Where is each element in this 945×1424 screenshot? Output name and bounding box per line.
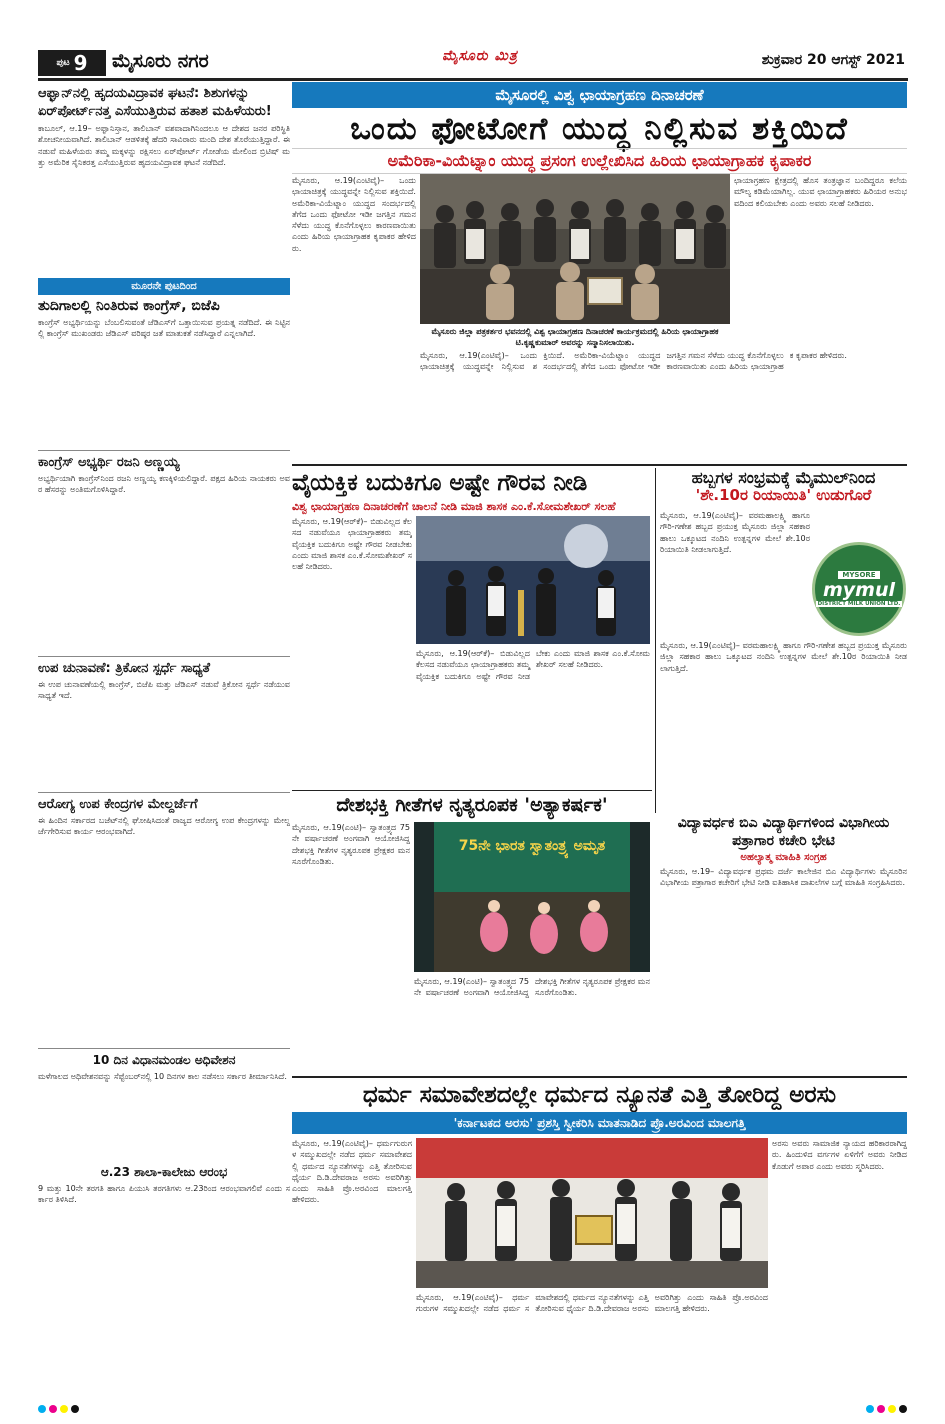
story-c-subhead: 'ಶೇ.10ರ ರಿಯಾಯಿತಿ' ಉಡುಗೊರೆ bbox=[695, 486, 872, 504]
left-column bbox=[38, 82, 290, 1372]
story4-headline: ಉಪ ಚುನಾವಣೆ: ತ್ರಿಕೋನ ಸ್ಪರ್ಧೆ ಸಾಧ್ಯತೆ bbox=[38, 661, 211, 676]
continued-band: ಮೂರನೇ ಪುಟದಿಂದ bbox=[38, 278, 290, 295]
story1-body: ಕಾಬೂಲ್, ಆ.19– ಅಫ್ಘಾನಿಸ್ತಾನ, ತಾಲಿಬಾನ್ ವಶವಾದಾಗಿನಿಂದಲೂ ಆ ದೇಶದ ಜನರ ಪರಿಸ್ಥಿತಿ ಶೋಚನೀಯವಾಗಿದೆ. ತಾಲಿಬಾನ್ ಆಡಳಿತಕ್ಕೆ ಹೆದರಿ ಸಾವಿರಾರು ಮಂದಿ ದೇಶ ತೊರೆಯುತ್ತಿದ್ದಾರೆ. ಈ ನಡುವೆ ಮಹಿಳೆಯರು ತಮ್ಮ ಮಕ್ಕಳನ್ನು ರಕ್ಷಿಸಲು ಏರ್‌ಪೋರ್ಟ್ ಗೋಡೆಯ ಮೇಲಿಂದ ಬ್ರಿಟಿಷ್ ಮತ್ತು ಅಮೆರಿಕ ಸೈನಿಕರತ್ತ ಎಸೆಯುತ್ತಿರುವ ಹೃದಯವಿದ್ರಾವಕ ಘಟನೆ ನಡೆದಿದೆ. bbox=[38, 123, 290, 167]
section-rule bbox=[292, 1076, 907, 1078]
story1-headline: ಆಫ್ಘಾನ್‌ನಲ್ಲಿ ಹೃದಯವಿದ್ರಾವಕ ಘಟನೆ: ಶಿಶುಗಳನ್ನು ಏರ್‌ಪೋರ್ಟ್‌ನತ್ತ ಎಸೆಯುತ್ತಿರುವ ಹತಾಶ ಮಹಿಳೆಯರು! bbox=[38, 86, 272, 119]
photojournalists-group-photo bbox=[420, 174, 730, 324]
yellow-dot bbox=[888, 1405, 896, 1413]
top-rule bbox=[38, 78, 908, 81]
story5-body: ಈ ಹಿಂದಿನ ಸರ್ಕಾರದ ಬಜೆಟ್‌ನಲ್ಲಿ ಘೋಷಿಸಿದಂತೆ ರಾಜ್ಯದ ಆರೋಗ್ಯ ಉಪ ಕೇಂದ್ರಗಳನ್ನು ಮೇಲ್ದರ್ಜೆಗೇರಿಸುವ ಕಾರ್ಯ ಆರಂಭವಾಗಿದೆ. bbox=[38, 815, 290, 837]
story6-body: ಮಳೆಗಾಲದ ಅಧಿವೇಶನವನ್ನು ಸೆಪ್ಟೆಂಬರ್‌ನಲ್ಲಿ 10 ದಿನಗಳ ಕಾಲ ನಡೆಸಲು ಸರ್ಕಾರ ತೀರ್ಮಾನಿಸಿದೆ. bbox=[38, 1071, 287, 1081]
story-b-subhead: ವಿಶ್ವ ಛಾಯಾಗ್ರಹಣ ದಿನಾಚರಣೆಗೆ ಚಾಲನೆ ನೀಡಿ ಮಾಜಿ ಶಾಸಕ ಎಂ.ಕೆ.ಸೋಮಶೇಖರ್ ಸಲಹೆ bbox=[292, 500, 616, 513]
main-headline: ಒಂದು ಫೋಟೋಗೆ ಯುದ್ಧ ನಿಲ್ಲಿಸುವ ಶಕ್ತಿಯಿದೆ bbox=[350, 111, 849, 147]
main-subhead: ಅಮೆರಿಕಾ-ವಿಯೆಟ್ನಾಂ ಯುದ್ಧ ಪ್ರಸಂಗ ಉಲ್ಲೇಖಿಸಿದ ಹಿರಿಯ ಛಾಯಾಗ್ರಾಹಕ ಕೃಪಾಕರ bbox=[292, 148, 907, 174]
lamp-lighting-photo bbox=[416, 516, 650, 644]
story2-headline: ತುದಿಗಾಲಲ್ಲಿ ನಿಂತಿರುವ ಕಾಂಗ್ರೆಸ್, ಬಿಜೆಪಿ bbox=[38, 298, 220, 314]
section-rule bbox=[292, 790, 652, 791]
page-label: ಪುಟ bbox=[56, 58, 70, 68]
kicker-band: ಮೈಸೂರಲ್ಲಿ ವಿಶ್ವ ಛಾಯಾಗ್ರಹಣ ದಿನಾಚರಣೆ bbox=[292, 82, 907, 108]
divider bbox=[38, 450, 290, 451]
story-c-headline: ಹಬ್ಬಗಳ ಸಂಭ್ರಮಕ್ಕೆ ಮೈಮುಲ್‌ನಿಂದ bbox=[691, 468, 876, 487]
registration-dots-right bbox=[866, 1405, 907, 1413]
story-b-headline: ವೈಯಕ್ತಿಕ ಬದುಕಿಗೂ ಅಷ್ಟೇ ಗೌರವ ನೀಡಿ bbox=[292, 470, 588, 496]
yellow-dot bbox=[60, 1405, 68, 1413]
magenta-dot bbox=[877, 1405, 885, 1413]
mymul-logo bbox=[812, 542, 906, 636]
divider bbox=[38, 1048, 290, 1049]
story-d-body: ಮೈಸೂರು, ಆ.19(ಎಂಟಿ)– ಸ್ವಾತಂತ್ರ್ಯದ 75ನೇ ವರ್ಷಾಚರಣೆ ಅಂಗವಾಗಿ ಆಯೋಜಿಸಿದ್ದ ದೇಶಭಕ್ತಿ ಗೀತೆಗಳ ನೃತ್ಯರೂಪಕ ಪ್ರೇಕ್ಷಕರ ಮನಸೂರೆಗೊಂಡಿತು. bbox=[292, 822, 410, 866]
cyan-dot bbox=[866, 1405, 874, 1413]
divider bbox=[38, 792, 290, 793]
divider bbox=[38, 656, 290, 657]
logo-bottom-text: DISTRICT MILK UNION LTD. bbox=[817, 601, 901, 607]
story3-headline: ಕಾಂಗ್ರೆಸ್ ಅಭ್ಯರ್ಥಿ ರಜನಿ ಅಣ್ಣಯ್ಯ bbox=[38, 455, 180, 470]
paper-name: ಮೈಸೂರು ಮಿತ್ರ bbox=[442, 48, 518, 64]
story-f-body-right: ಅರಸು ಅವರು ಸಾಮಾಜಿಕ ನ್ಯಾಯದ ಹರಿಕಾರರಾಗಿದ್ದರು. ಹಿಂದುಳಿದ ವರ್ಗಗಳ ಏಳಿಗೆಗೆ ಅವರು ನೀಡಿದ ಕೊಡುಗೆ ಅಪಾರ ಎಂದು ಅವರು ಸ್ಮರಿಸಿದರು. bbox=[772, 1138, 907, 1171]
masthead bbox=[0, 0, 945, 78]
story-e-body: ಮೈಸೂರು, ಆ.19– ವಿದ್ಯಾವರ್ಧಕ ಪ್ರಥಮ ದರ್ಜೆ ಕಾಲೇಜಿನ ಬಿಎ ವಿದ್ಯಾರ್ಥಿಗಳು ಮೈಸೂರಿನ ವಿಭಾಗೀಯ ಪತ್ರಾಗಾರ ಕಚೇರಿಗೆ ಭೇಟಿ ನೀಡಿ ಐತಿಹಾಸಿಕ ದಾಖಲೆಗಳ ಬಗ್ಗೆ ಮಾಹಿತಿ ಸಂಗ್ರಹಿಸಿದರು. bbox=[660, 866, 907, 888]
black-dot bbox=[899, 1405, 907, 1413]
page-number-box bbox=[38, 50, 106, 76]
main-story-body-left: ಮೈಸೂರು, ಆ.19(ಎಂಟಿವೈ)– ಒಂದು ಛಾಯಾಚಿತ್ರಕ್ಕೆ ಯುದ್ಧವನ್ನೇ ನಿಲ್ಲಿಸುವ ಶಕ್ತಿಯಿದೆ. ಅಮೆರಿಕಾ-ವಿಯೆಟ್ನಾಂ ಯುದ್ಧದ ಸಂದರ್ಭದಲ್ಲಿ ತೆಗೆದ ಒಂದು ಫೋಟೋ ಇಡೀ ಜಗತ್ತಿನ ಗಮನ ಸೆಳೆದು ಯುದ್ಧ ಕೊನೆಗೊಳ್ಳಲು ಕಾರಣವಾಯಿತು ಎಂದು ಹಿರಿಯ ಛಾಯಾಗ್ರಾಹಕ ಕೃಪಾಕರ ಹೇಳಿದರು. bbox=[292, 175, 416, 253]
story6-headline: 10 ದಿನ ವಿಧಾನಮಂಡಲ ಅಧಿವೇಶನ bbox=[92, 1053, 236, 1067]
logo-main-text: mymul bbox=[822, 579, 896, 601]
main-story-body-continued: ಮೈಸೂರು, ಆ.19(ಎಂಟಿವೈ)– ಒಂದು ಛಾಯಾಚಿತ್ರಕ್ಕೆ ಯುದ್ಧವನ್ನೇ ನಿಲ್ಲಿಸುವ ಶಕ್ತಿಯಿದೆ. ಅಮೆರಿಕಾ-ವಿಯೆಟ್ನಾಂ ಯುದ್ಧದ ಸಂದರ್ಭದಲ್ಲಿ ತೆಗೆದ ಒಂದು ಫೋಟೋ ಇಡೀ ಜಗತ್ತಿನ ಗಮನ ಸೆಳೆದು ಯುದ್ಧ ಕೊನೆಗೊಳ್ಳಲು ಕಾರಣವಾಯಿತು ಎಂದು ಹಿರಿಯ ಛಾಯಾಗ್ರಾಹಕ ಕೃಪಾಕರ ಹೇಳಿದರು. bbox=[420, 350, 847, 372]
section-title: ಮೈಸೂರು ನಗರ bbox=[112, 50, 209, 72]
black-dot bbox=[71, 1405, 79, 1413]
cyan-dot bbox=[38, 1405, 46, 1413]
story7-body: 9 ಮತ್ತು 10ನೇ ತರಗತಿ ಹಾಗೂ ಪಿಯುಸಿ ತರಗತಿಗಳು ಆ.23ರಿಂದ ಆರಂಭವಾಗಲಿವೆ ಎಂದು ಸರ್ಕಾರ ತಿಳಿಸಿದೆ. bbox=[38, 1183, 290, 1205]
date-line: ಶುಕ್ರವಾರ 20 ಆಗಸ್ಟ್ 2021 bbox=[761, 52, 905, 68]
award-ceremony-photo bbox=[416, 1138, 768, 1288]
story-f-subhead: 'ಕರ್ನಾಟಕದ ಅರಸು' ಪ್ರಶಸ್ತಿ ಸ್ವೀಕರಿಸಿ ಮಾತನಾಡಿದ ಪ್ರೊ.ಅರವಿಂದ ಮಾಲಗತ್ತಿ bbox=[292, 1112, 907, 1134]
story-d-headline: ದೇಶಭಕ್ತಿ ಗೀತೆಗಳ ನೃತ್ಯರೂಪಕ 'ಅತ್ಯಾಕರ್ಷಕ' bbox=[336, 794, 608, 816]
story3-body: ಅಭ್ಯರ್ಥಿಯಾಗಿ ಕಾಂಗ್ರೆಸ್‌ನಿಂದ ರಜನಿ ಅಣ್ಣಯ್ಯ ಕಣಕ್ಕಿಳಿಯಲಿದ್ದಾರೆ. ಪಕ್ಷದ ಹಿರಿಯ ನಾಯಕರು ಅವರ ಹೆಸರನ್ನು ಅಂತಿಮಗೊಳಿಸಿದ್ದಾರೆ. bbox=[38, 473, 290, 495]
story-e-headline: ವಿದ್ಯಾವರ್ಧಕ ಬಿಎ ವಿದ್ಯಾರ್ಥಿಗಳಿಂದ ವಿಭಾಗೀಯ ಪತ್ರಾಗಾರ ಕಚೇರಿ ಭೇಟಿ bbox=[677, 815, 890, 849]
main-photo-caption: ಮೈಸೂರು ಜಿಲ್ಲಾ ಪತ್ರಕರ್ತರ ಭವನದಲ್ಲಿ ವಿಶ್ವ ಛಾಯಾಗ್ರಹಣ ದಿನಾಚರಣೆ ಕಾರ್ಯಕ್ರಮದಲ್ಲಿ ಹಿರಿಯ ಛಾಯಾಗ್ರಾಹಕ ಟಿ.ಕೃಷ್ಣಕುಮಾರ್ ಅವರನ್ನು ಸನ್ಮಾನಿಸಲಾಯಿತು. bbox=[431, 327, 719, 347]
story-b-body-continued: ಮೈಸೂರು, ಆ.19(ಆರ್‌ಕೆ)– ಬಿಡುವಿಲ್ಲದ ಕೆಲಸದ ನಡುವೆಯೂ ಛಾಯಾಗ್ರಾಹಕರು ತಮ್ಮ ವೈಯಕ್ತಿಕ ಬದುಕಿಗೂ ಅಷ್ಟೇ ಗೌರವ ನೀಡಬೇಕು ಎಂದು ಮಾಜಿ ಶಾಸಕ ಎಂ.ಕೆ.ಸೋಮಶೇಖರ್ ಸಲಹೆ ನೀಡಿದರು. bbox=[416, 648, 650, 681]
story7-headline: ಆ.23 ಶಾಲಾ-ಕಾಲೇಜು ಆರಂಭ bbox=[100, 1165, 228, 1179]
story-c-body-continued: ಮೈಸೂರು, ಆ.19(ಎಂಟಿವೈ)– ವರಮಹಾಲಕ್ಷ್ಮಿ ಹಾಗೂ ಗೌರಿ-ಗಣೇಶ ಹಬ್ಬದ ಪ್ರಯುಕ್ತ ಮೈಸೂರು ಜಿಲ್ಲಾ ಸಹಕಾರ ಹಾಲು ಒಕ್ಕೂಟದ ನಂದಿನಿ ಉತ್ಪನ್ನಗಳ ಮೇಲೆ ಶೇ.10ರ ರಿಯಾಯಿತಿ ನೀಡಲಾಗುತ್ತಿದೆ. bbox=[660, 640, 907, 673]
registration-dots-left bbox=[38, 1405, 79, 1413]
print-registration-bar bbox=[0, 1404, 945, 1414]
main-story-body-right: ಛಾಯಾಗ್ರಹಣ ಕ್ಷೇತ್ರದಲ್ಲಿ ಹೊಸ ತಂತ್ರಜ್ಞಾನ ಬಂದಿದ್ದರೂ ಕಲೆಯ ಮೌಲ್ಯ ಕಡಿಮೆಯಾಗಿಲ್ಲ. ಯುವ ಛಾಯಾಗ್ರಾಹಕರು ಹಿರಿಯರ ಅನುಭವದಿಂದ ಕಲಿಯಬೇಕು ಎಂದು ಅವರು ಸಲಹೆ ನೀಡಿದರು. bbox=[734, 175, 907, 208]
stage-banner-text: 75ನೇ ಭಾರತ ಸ್ವಾತಂತ್ರ್ಯ ಅಮೃತ bbox=[458, 838, 606, 854]
story5-headline: ಆರೋಗ್ಯ ಉಪ ಕೇಂದ್ರಗಳ ಮೇಲ್ದರ್ಜೆಗೆ bbox=[38, 797, 198, 812]
story-b-body: ಮೈಸೂರು, ಆ.19(ಆರ್‌ಕೆ)– ಬಿಡುವಿಲ್ಲದ ಕೆಲಸದ ನಡುವೆಯೂ ಛಾಯಾಗ್ರಾಹಕರು ತಮ್ಮ ವೈಯಕ್ತಿಕ ಬದುಕಿಗೂ ಅಷ್ಟೇ ಗೌರವ ನೀಡಬೇಕು ಎಂದು ಮಾಜಿ ಶಾಸಕ ಎಂ.ಕೆ.ಸೋಮಶೇಖರ್ ಸಲಹೆ ನೀಡಿದರು. bbox=[292, 516, 412, 572]
story-d-body-continued: ಮೈಸೂರು, ಆ.19(ಎಂಟಿ)– ಸ್ವಾತಂತ್ರ್ಯದ 75ನೇ ವರ್ಷಾಚರಣೆ ಅಂಗವಾಗಿ ಆಯೋಜಿಸಿದ್ದ ದೇಶಭಕ್ತಿ ಗೀತೆಗಳ ನೃತ್ಯರೂಪಕ ಪ್ರೇಕ್ಷಕರ ಮನಸೂರೆಗೊಂಡಿತು. bbox=[414, 976, 650, 998]
magenta-dot bbox=[49, 1405, 57, 1413]
story4-body: ಈ ಉಪ ಚುನಾವಣೆಯಲ್ಲಿ ಕಾಂಗ್ರೆಸ್, ಬಿಜೆಪಿ ಮತ್ತು ಜೆಡಿಎಸ್ ನಡುವೆ ತ್ರಿಕೋನ ಸ್ಪರ್ಧೆ ನಡೆಯುವ ಸಾಧ್ಯತೆ ಇದೆ. bbox=[38, 679, 290, 701]
logo-top-text: MYSORE bbox=[838, 571, 879, 579]
column-rule bbox=[655, 468, 656, 813]
story2-body: ಕಾಂಗ್ರೆಸ್ ಅಭ್ಯರ್ಥಿಯನ್ನು ಬೆಂಬಲಿಸುವಂತೆ ಜೆಡಿಎಸ್‌ಗೆ ಒತ್ತಾಯಿಸುವ ಪ್ರಯತ್ನ ನಡೆದಿದೆ. ಈ ನಿಟ್ಟಿನಲ್ಲಿ ಕಾಂಗ್ರೆಸ್ ಮುಖಂಡರು ಜೆಡಿಎಸ್ ವರಿಷ್ಠರ ಜತೆ ಮಾತುಕತೆ ನಡೆಸಿದ್ದಾರೆ ಎನ್ನಲಾಗಿದೆ. bbox=[38, 317, 290, 339]
dance-performance-photo bbox=[414, 822, 650, 972]
page-number: 9 bbox=[73, 51, 88, 75]
story-f-headline: ಧರ್ಮ ಸಮಾವೇಶದಲ್ಲೇ ಧರ್ಮದ ನ್ಯೂನತೆ ಎತ್ತಿ ತೋರಿದ್ದ ಅರಸು bbox=[362, 1082, 837, 1108]
story-c-body: ಮೈಸೂರು, ಆ.19(ಎಂಟಿವೈ)– ವರಮಹಾಲಕ್ಷ್ಮಿ ಹಾಗೂ ಗೌರಿ-ಗಣೇಶ ಹಬ್ಬದ ಪ್ರಯುಕ್ತ ಮೈಸೂರು ಜಿಲ್ಲಾ ಸಹಕಾರ ಹಾಲು ಒಕ್ಕೂಟದ ನಂದಿನಿ ಉತ್ಪನ್ನಗಳ ಮೇಲೆ ಶೇ.10ರ ರಿಯಾಯಿತಿ ನೀಡಲಾಗುತ್ತಿದೆ. bbox=[660, 510, 810, 554]
story-f-body-left: ಮೈಸೂರು, ಆ.19(ಎಂಟಿವೈ)– ಧರ್ಮಗುರುಗಳ ಸಮ್ಮುಖದಲ್ಲೇ ನಡೆದ ಧರ್ಮ ಸಮಾವೇಶದಲ್ಲಿ ಧರ್ಮದ ನ್ಯೂನತೆಗಳನ್ನು ಎತ್ತಿ ತೋರಿಸುವ ಧೈರ್ಯ ದಿ.ಡಿ.ದೇವರಾಜ ಅರಸು ಅವರಿಗಿತ್ತು ಎಂದು ಸಾಹಿತಿ ಪ್ರೊ.ಅರವಿಂದ ಮಾಲಗತ್ತಿ ಹೇಳಿದರು. bbox=[292, 1138, 412, 1205]
story-e-subhead: ಅಹಲ್ಯಾತ್ಮ ಮಾಹಿತಿ ಸಂಗ್ರಹ bbox=[740, 852, 827, 863]
story-f-body-middle: ಮೈಸೂರು, ಆ.19(ಎಂಟಿವೈ)– ಧರ್ಮಗುರುಗಳ ಸಮ್ಮುಖದಲ್ಲೇ ನಡೆದ ಧರ್ಮ ಸಮಾವೇಶದಲ್ಲಿ ಧರ್ಮದ ನ್ಯೂನತೆಗಳನ್ನು ಎತ್ತಿ ತೋರಿಸುವ ಧೈರ್ಯ ದಿ.ಡಿ.ದೇವರಾಜ ಅರಸು ಅವರಿಗಿತ್ತು ಎಂದು ಸಾಹಿತಿ ಪ್ರೊ.ಅರವಿಂದ ಮಾಲಗತ್ತಿ ಹೇಳಿದರು. bbox=[416, 1292, 768, 1314]
section-rule bbox=[292, 464, 907, 466]
